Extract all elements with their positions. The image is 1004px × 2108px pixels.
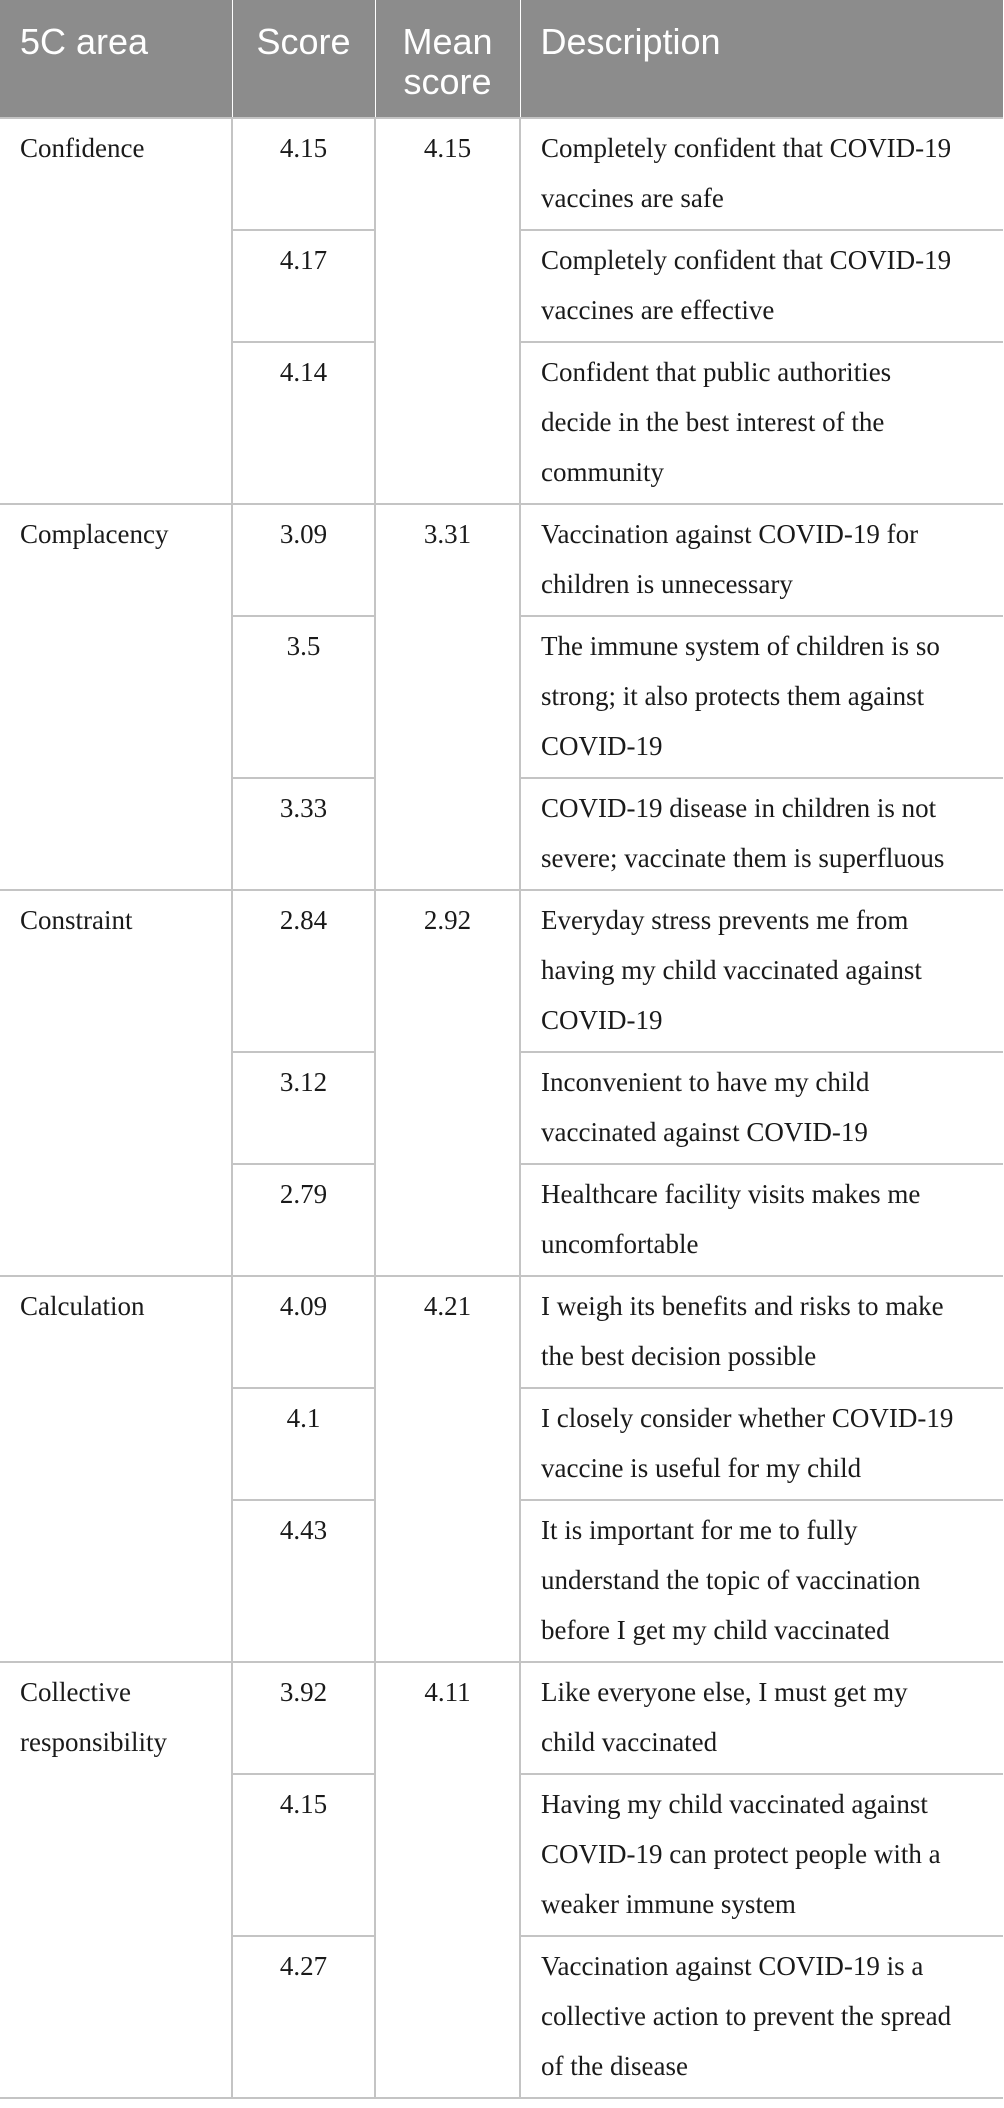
table-header <box>0 0 1003 118</box>
description-line: COVID-19 <box>541 1005 663 1035</box>
header-description: Description <box>520 0 1003 118</box>
cell-5c-area: Calculation <box>0 1276 232 1662</box>
cell-score: 4.17 <box>232 230 375 342</box>
header-mean-score <box>375 0 520 118</box>
description-line: weaker immune system <box>541 1889 796 1919</box>
cell-description <box>520 1500 1003 1662</box>
cell-description <box>520 118 1003 230</box>
cell-description <box>520 504 1003 616</box>
cell-score: 4.27 <box>232 1936 375 2098</box>
description-line: before I get my child vaccinated <box>541 1615 890 1645</box>
description-line: child vaccinated <box>541 1727 718 1757</box>
description-line: having my child vaccinated against <box>541 955 922 985</box>
description-line: vaccine is useful for my child <box>541 1453 862 1483</box>
cell-score: 3.09 <box>232 504 375 616</box>
description-line: Completely confident that COVID-19 <box>541 245 952 275</box>
description-line: I closely consider whether COVID-19 <box>541 1403 954 1433</box>
table-row <box>0 118 1003 230</box>
header-area: 5C area <box>0 0 232 118</box>
description-line: vaccines are safe <box>541 183 724 213</box>
description-line: severe; vaccinate them is superfluous <box>541 843 945 873</box>
description-line: Completely confident that COVID-19 <box>541 133 952 163</box>
description-line: Like everyone else, I must get my <box>541 1677 908 1707</box>
cell-score: 3.12 <box>232 1052 375 1164</box>
cell-description <box>520 890 1003 1052</box>
description-line: Confident that public authorities <box>541 357 892 387</box>
header-row <box>0 0 1003 118</box>
description-line: Vaccination against COVID-19 is a <box>541 1951 924 1981</box>
cell-score: 4.14 <box>232 342 375 504</box>
description-line: Vaccination against COVID-19 for <box>541 519 919 549</box>
cell-5c-area: Confidence <box>0 118 232 504</box>
cell-mean-score: 3.31 <box>375 504 520 890</box>
description-line: vaccinated against COVID-19 <box>541 1117 868 1147</box>
cell-score: 3.5 <box>232 616 375 778</box>
description-line: COVID-19 disease in children is not <box>541 793 937 823</box>
description-line: Inconvenient to have my child <box>541 1067 870 1097</box>
cell-mean-score: 4.15 <box>375 118 520 504</box>
description-line: I weigh its benefits and risks to make <box>541 1291 944 1321</box>
cell-score: 4.43 <box>232 1500 375 1662</box>
cell-5c-area: Constraint <box>0 890 232 1276</box>
cell-description <box>520 616 1003 778</box>
cell-description <box>520 1276 1003 1388</box>
cell-score: 3.33 <box>232 778 375 890</box>
description-line: community <box>541 457 664 487</box>
description-line: Healthcare facility visits makes me <box>541 1179 921 1209</box>
description-line: vaccines are effective <box>541 295 775 325</box>
cell-description <box>520 1388 1003 1500</box>
cell-description <box>520 230 1003 342</box>
description-line: Everyday stress prevents me from <box>541 905 909 935</box>
table-row <box>0 504 1003 616</box>
cell-score: 4.15 <box>232 1774 375 1936</box>
description-line: uncomfortable <box>541 1229 699 1259</box>
cell-description <box>520 1164 1003 1276</box>
description-line: Having my child vaccinated against <box>541 1789 928 1819</box>
cell-score: 4.15 <box>232 118 375 230</box>
description-line: the best decision possible <box>541 1341 817 1371</box>
description-line: understand the topic of vaccination <box>541 1565 921 1595</box>
description-line: strong; it also protects them against <box>541 681 925 711</box>
header-mean-line2: score <box>403 61 492 102</box>
cell-description <box>520 1052 1003 1164</box>
header-score: Score <box>232 0 375 118</box>
description-line: children is unnecessary <box>541 569 793 599</box>
cell-description <box>520 1662 1003 1774</box>
table-row <box>0 890 1003 1052</box>
cell-mean-score: 4.21 <box>375 1276 520 1662</box>
table-row <box>0 1276 1003 1388</box>
cell-score: 3.92 <box>232 1662 375 1774</box>
cell-mean-score: 4.11 <box>375 1662 520 2098</box>
description-line: COVID-19 can protect people with a <box>541 1839 941 1869</box>
cell-description <box>520 1774 1003 1936</box>
cell-5c-area: Complacency <box>0 504 232 890</box>
cell-score: 4.1 <box>232 1388 375 1500</box>
description-line: The immune system of children is so <box>541 631 940 661</box>
description-line: COVID-19 <box>541 731 663 761</box>
cell-description <box>520 778 1003 890</box>
description-line: It is important for me to fully <box>541 1515 858 1545</box>
cell-description <box>520 1936 1003 2098</box>
cell-5c-area: Collective responsibility <box>0 1662 232 2098</box>
cell-score: 2.79 <box>232 1164 375 1276</box>
table-row <box>0 1662 1003 1774</box>
description-line: collective action to prevent the spread <box>541 2001 952 2031</box>
table-body <box>0 118 1003 2098</box>
description-line: of the disease <box>541 2051 688 2081</box>
cell-score: 2.84 <box>232 890 375 1052</box>
cell-description <box>520 342 1003 504</box>
header-mean-line1: Mean <box>402 21 493 62</box>
cell-score: 4.09 <box>232 1276 375 1388</box>
cell-mean-score: 2.92 <box>375 890 520 1276</box>
description-line: decide in the best interest of the <box>541 407 885 437</box>
